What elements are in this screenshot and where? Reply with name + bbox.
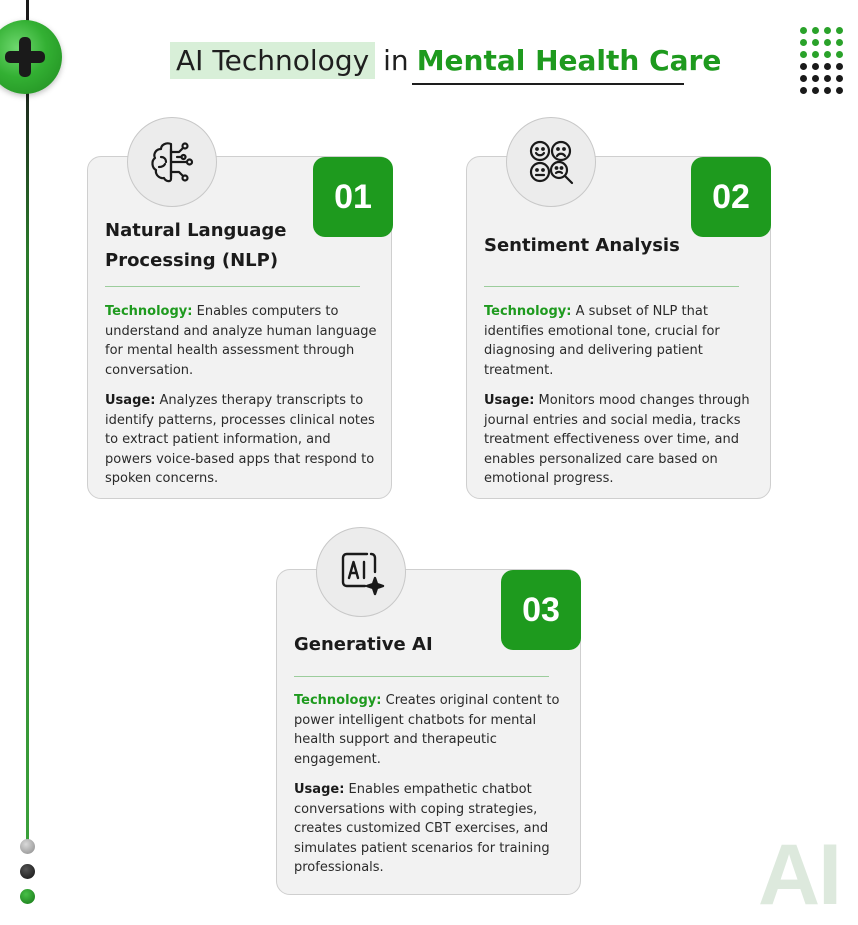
card-body <box>294 691 569 889</box>
plus-badge <box>0 20 62 94</box>
card-nlp <box>87 156 392 499</box>
card-body <box>105 302 380 500</box>
card-title: Sentiment Analysis <box>484 235 680 256</box>
plus-icon <box>0 29 53 85</box>
brain-circuit-icon <box>147 137 197 187</box>
title-emphasis: Mental Health Care <box>416 43 722 77</box>
title-connector: in <box>383 43 409 77</box>
title-underline <box>412 83 684 85</box>
ai-sparkle-icon <box>337 548 385 596</box>
usage-text: Analyzes therapy transcripts to identify patterns, processes clinical notes to extract patient information, and powers voice-based apps that respond to spoken concerns. <box>105 393 375 486</box>
timeline-dot-black <box>20 864 35 879</box>
usage-text: Enables empathetic chatbot conversations with coping strategies, creates customized CBT exercises, and simulates patient scenarios for training professionals. <box>294 782 550 875</box>
card-icon-circle <box>316 527 406 617</box>
usage-label: Usage: <box>484 393 535 408</box>
card-number-badge: 03 <box>501 570 581 650</box>
technology-label: Technology: <box>105 304 193 319</box>
card-generative-ai <box>276 569 581 895</box>
title-highlight: AI Technology <box>170 42 375 79</box>
card-divider <box>105 286 360 287</box>
usage-label: Usage: <box>105 393 156 408</box>
card-title: Natural Language Processing (NLP) <box>105 220 287 271</box>
technology-label: Technology: <box>484 304 572 319</box>
card-icon-circle <box>127 117 217 207</box>
technology-text: A subset of NLP that identifies emotional tone, crucial for diagnosing and delivering patient treatment. <box>484 304 720 378</box>
card-icon-circle <box>506 117 596 207</box>
emotion-faces-icon <box>526 137 576 187</box>
technology-label: Technology: <box>294 693 382 708</box>
ai-watermark: AI <box>758 827 840 923</box>
timeline-dot-green <box>20 889 35 904</box>
card-divider <box>294 676 549 677</box>
technology-text: Enables computers to understand and analyze human language for mental health assessment through conversation. <box>105 304 377 378</box>
card-title: Generative AI <box>294 634 433 655</box>
timeline-dot-grey <box>20 839 35 854</box>
technology-text: Creates original content to power intelligent chatbots for mental health support and therapeutic engagement. <box>294 693 560 767</box>
card-body <box>484 302 759 500</box>
card-sentiment-analysis <box>466 156 771 499</box>
usage-text: Monitors mood changes through journal entries and social media, tracks treatment effectiveness over time, and enables personalized care based on emotional progress. <box>484 393 750 486</box>
card-divider <box>484 286 739 287</box>
card-number-badge: 02 <box>691 157 771 237</box>
timeline-line <box>26 0 29 845</box>
page-title <box>170 38 721 82</box>
usage-label: Usage: <box>294 782 345 797</box>
card-number-badge: 01 <box>313 157 393 237</box>
decorative-dot-grid <box>800 27 840 99</box>
